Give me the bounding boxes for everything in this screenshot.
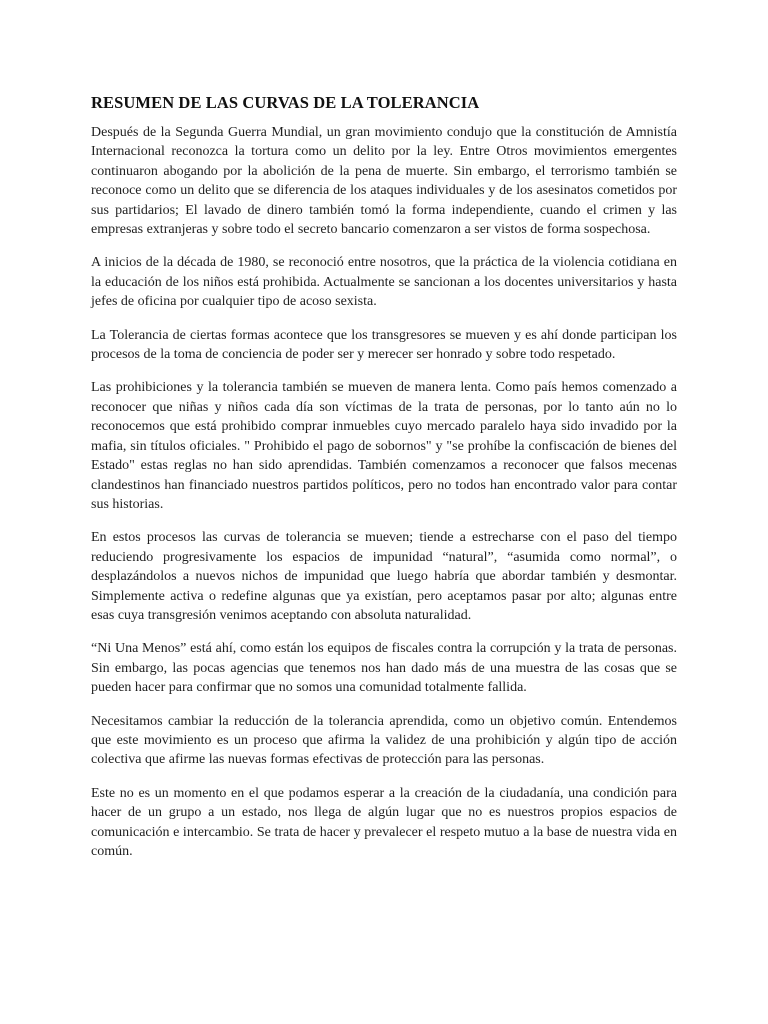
paragraph-3: La Tolerancia de ciertas formas acontece que los transgresores se mueven y es ahí donde participan los procesos de la toma de conciencia de poder ser y merecer ser honrado y sobre todo respetado. [91,327,677,363]
paragraph-7: Necesitamos cambiar la reducción de la tolerancia aprendida, como un objetivo común. Entendemos que este movimiento es un proceso que afirma la validez de una prohibición y algún tipo de acción colectiva que afirme las nuevas formas efectivas de protección para las personas. [91,713,677,768]
paragraph-4: Las prohibiciones y la tolerancia también se mueven de manera lenta. Como país hemos comenzado a reconocer que niñas y niños cada día son víctimas de la trata de personas, por lo tanto aún no lo reconocemos que está prohibido comprar inmuebles cuyo mercado paralelo haya sido invadido por la mafia, sin títulos oficiales. " Prohibido el pago de sobornos" y "se prohíbe la confiscación de bienes del Estado" estas reglas no han sido aprendidas. También comenzamos a reconocer que falsos mecenas clandestinos han financiado nuestros partidos políticos, pero no todos han encontrado valor para contar sus historias. [91,380,677,512]
paragraph-6: “Ni Una Menos” está ahí, como están los equipos de fiscales contra la corrupción y la trata de personas. Sin embargo, las pocas agencias que tenemos nos han dado más de una muestra de las cosas que se pueden hacer para confirmar que no somos una comunidad totalmente fallida. [91,641,677,696]
document-body [91,92,677,875]
paragraph-1: Después de la Segunda Guerra Mundial, un gran movimiento condujo que la constitución de Amnistía Internacional reconozca la tortura como un delito por la ley. Entre Otros movimientos emergentes continuaron abogando por la abolición de la pena de muerte. Sin embargo, el terrorismo también se reconoce como un delito que se diferencia de los ataques individuales y de los asesinatos cometidos por sus partidarios; El lavado de dinero también tomó la forma independiente, cuando el crimen y las empresas extranjeras y sobre todo el secreto bancario comenzaron a ser vistos de forma sospechosa. [91,125,677,238]
paragraph-5: En estos procesos las curvas de tolerancia se mueven; tiende a estrecharse con el paso del tiempo reduciendo progresivamente los espacios de impunidad “natural”, “asumida como normal”, o desplazándolos a nuevos nichos de impunidad que luego habría que abordar también y desmontar. Simplemente activa o redefine algunas que ya existían, pero aceptamos pasar por alto; algunas entre esas cuya transgresión venimos aceptando con absoluta naturalidad. [91,530,677,623]
paragraph-8: Este no es un momento en el que podamos esperar a la creación de la ciudadanía, una condición para hacer de un grupo a un estado, nos llega de algún lugar que no es nuestros propios espacios de comunicación e intercambio. Se trata de hacer y prevalecer el respeto mutuo a la base de nuestra vida en común. [91,785,677,859]
paragraph-2: A inicios de la década de 1980, se reconoció entre nosotros, que la práctica de la violencia cotidiana en la educación de los niños está prohibida. Actualmente se sancionan a los docentes universitarios y hasta jefes de oficina por cualquier tipo de acoso sexista. [91,255,677,310]
document-title: RESUMEN DE LAS CURVAS DE LA TOLERANCIA [91,93,480,112]
